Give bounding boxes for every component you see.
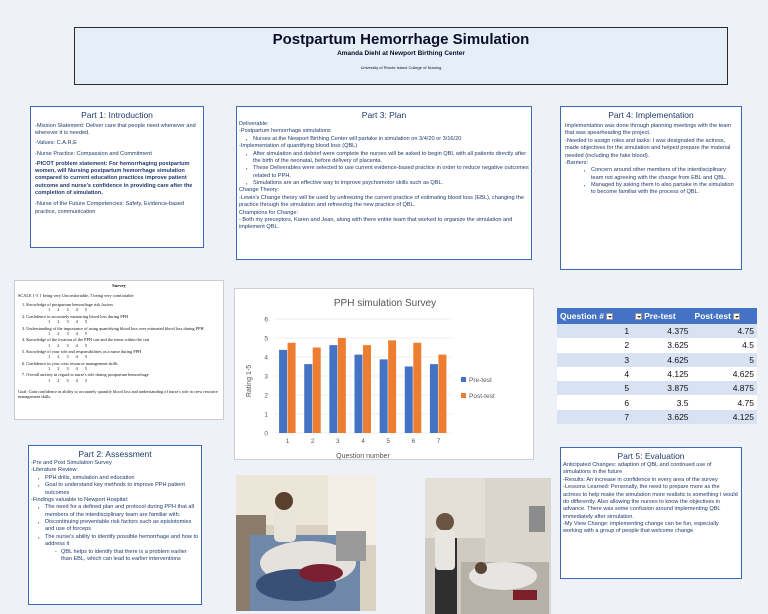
chart-y-tick-label: 6 <box>264 316 268 324</box>
survey-scale: SCALE 1-5 1 being very Uncomfortable, 5 being very comfortable <box>18 292 134 298</box>
part3-line: Champions for Change: <box>239 209 299 216</box>
table-cell: 6 <box>557 395 632 409</box>
survey-scale-numbers: 1 2 3 4 5 <box>48 307 88 313</box>
chart-bar-pre-test <box>380 359 388 433</box>
table-row <box>557 338 757 352</box>
chart-y-tick-label: 0 <box>264 430 268 438</box>
table-cell: 2 <box>557 338 632 352</box>
chart-x-axis-label: Question number <box>336 453 390 460</box>
picot-statement: -PICOT problem statement: For hemorrhaging postpartum women, will Nursing postpartum hemorrhage simulation compared to current education practices improve patient outcome and nurse's confidence in providing care after the completion of simulation. <box>35 160 193 196</box>
part4-line: -Barriers: <box>565 159 588 166</box>
table-row <box>557 410 757 424</box>
table-cell: 3 <box>557 353 632 367</box>
simulation-photo-1 <box>236 475 376 611</box>
chart-y-axis-label: Rating 1-5 <box>246 364 253 398</box>
survey-scale-numbers: 1 2 3 4 5 <box>48 319 88 325</box>
chart-x-tick-label: 1 <box>285 438 290 445</box>
table-cell: 4.375 <box>632 324 691 338</box>
survey-questions <box>18 302 220 383</box>
part4-line: Implementation was done through planning meetings with the team that was spearheading the project. <box>565 123 732 137</box>
legend-label: Pre-test <box>469 377 492 384</box>
survey-question: 4. Knowledge of the location of the PPH cart and the items within the cart <box>22 337 150 343</box>
poster-title: Postpartum Hemorrhage Simulation <box>272 31 530 48</box>
part4-line: ▪ Concern around other members of the interdisciplinary team not agreeing with the change from EBL and QBL. <box>565 167 737 182</box>
table-header-posttest[interactable]: Post-test <box>692 308 757 324</box>
chart-y-tick-label: 3 <box>264 373 268 381</box>
chart-bar-post-test <box>313 348 321 434</box>
chart-bar-pre-test <box>355 355 363 433</box>
chart-bar-post-test <box>438 355 446 433</box>
part5-line: Anticipated Changes: adaption of QBL and continued use of simulations in the future <box>563 462 712 476</box>
chart-y-tick-label: 5 <box>264 335 268 343</box>
chart-bar-post-test <box>413 343 421 433</box>
survey-scale-numbers: 1 2 3 4 5 <box>48 342 88 348</box>
chart-bar-pre-test <box>430 364 438 433</box>
legend-swatch <box>461 393 466 398</box>
table-cell: 4.75 <box>692 324 757 338</box>
chart-y-tick-label: 2 <box>264 392 268 400</box>
part2-text <box>29 460 201 563</box>
chart-x-tick-label: 3 <box>336 438 340 445</box>
part2-title: Part 2: Assessment <box>78 449 152 459</box>
part3-plan-box <box>236 106 532 260</box>
filter-dropdown-icon[interactable] <box>606 313 613 320</box>
chart-bar-pre-test <box>405 367 413 434</box>
table-cell: 3.875 <box>632 381 691 395</box>
table-cell: 5 <box>557 381 632 395</box>
part3-text <box>237 121 531 232</box>
part5-evaluation-box <box>560 447 742 579</box>
part5-line: -Results: An increase in confidence in every area of the survey <box>563 476 718 483</box>
chart-bar-post-test <box>338 338 346 433</box>
chart-x-tick-label: 7 <box>436 438 441 445</box>
part3-line: -Lewin's Change theory will be used by unfreezing the current practice of estimating blood loss (EBL), changing the practice through the simulation and refreezing the new practice of QBL. <box>239 194 524 209</box>
table-cell: 4.125 <box>692 410 757 424</box>
part2-line: ▪ Goal to understand key methods to improve PPH patient outcomes <box>31 482 199 497</box>
chart-bar-post-test <box>288 343 296 433</box>
chart-bar-post-test <box>388 340 396 433</box>
table-cell: 5 <box>692 353 757 367</box>
chart-x-tick-label: 6 <box>411 438 416 445</box>
results-table <box>557 308 757 424</box>
bar-chart-svg <box>235 289 535 461</box>
part1-title: Part 1: Introduction <box>81 110 153 120</box>
survey-question: 6. Confidence in your crew resource management skills <box>22 360 118 366</box>
chart-y-tick-label: 1 <box>264 411 268 419</box>
table-row <box>557 381 757 395</box>
chart-title: PPH simulation Survey <box>333 298 437 309</box>
part3-title: Part 3: Plan <box>361 110 407 120</box>
part4-implementation-box <box>560 106 742 270</box>
part2-line: -Literature Review: <box>31 467 78 474</box>
table-row <box>557 324 757 338</box>
part2-assessment-box <box>28 445 202 605</box>
chart-bar-pre-test <box>329 345 337 433</box>
part4-line: ▪ Managed by asking them to also partake in the simulation to become familiar with the process of QBL. <box>565 182 737 197</box>
survey-scale-numbers: 1 2 3 4 5 <box>48 330 88 336</box>
survey-scale-numbers: 1 2 3 4 5 <box>48 366 88 372</box>
table-cell: 3.625 <box>632 338 691 352</box>
table-cell: 4.625 <box>632 353 691 367</box>
chart-y-tick-label: 4 <box>264 354 268 362</box>
part2-line: ▪ Discontinuing preventable risk factors such as episiotomies and use of forceps <box>31 519 199 534</box>
table-cell: 3.5 <box>632 395 691 409</box>
survey-goal: Goal: Gain confidence in ability to accurately quantify blood loss and understanding of nurse's role in crew resource management skills. <box>18 389 218 400</box>
table-cell: 4.625 <box>692 367 757 381</box>
survey-scale-numbers: 1 2 3 4 5 <box>48 354 88 360</box>
poster-author: Amanda Diehl at Newport Birthing Center <box>337 50 465 57</box>
part2-line: -Pre and Post Simulation Survey <box>31 460 112 466</box>
survey-chart <box>234 288 534 460</box>
part3-line: -Postpartum hemorrhage simulations <box>239 128 331 135</box>
part2-line: ▪ The nurse's ability to identify possible hemorrhage and how to address it <box>31 534 199 549</box>
chart-bar-pre-test <box>304 364 312 433</box>
table-cell: 4.75 <box>692 395 757 409</box>
part3-line: ▪ These Deliverables were selected to use current evidence-based practice in order to reduce negative outcomes related to PPH. <box>239 165 529 180</box>
part2-line: -Findings valuable to Newport Hospital: <box>31 496 129 503</box>
table-cell: 7 <box>557 410 632 424</box>
part5-line: -Lessons Learned: Personally, the need to prepare more as the actress to help make the simulation more realistic is something I would do differently. Also allowing the nurses to know the objectives in advance. There was some confusion around implementing QBL immediately after simulation. <box>563 484 738 520</box>
table-cell: 4.125 <box>632 367 691 381</box>
table-row <box>557 367 757 381</box>
part3-line: ▪ After simulation and debrief were complete the nurses will be asked to begin QBL with all patients directly after the birth of the neonatal, before delivery of placenta. <box>239 151 529 166</box>
nurse-practice-text: -Nurse Practice: Compassion and Commitment <box>35 151 152 158</box>
table-row <box>557 395 757 409</box>
legend-swatch <box>461 377 466 382</box>
table-cell: 3.625 <box>632 410 691 424</box>
survey-question: 2. Confidence in accurately measuring blood loss during PPH <box>22 313 129 319</box>
mission-statement: -Mission Statement: Deliver care that people need whenever and wherever it is needed. <box>35 123 196 137</box>
part2-line: - QBL helps to identify that there is a problem earlier than EBL, which can lead to earlier interventions <box>31 549 199 564</box>
part3-line: Deliverable: <box>239 121 269 127</box>
table-cell: 4.5 <box>692 338 757 352</box>
part5-text <box>561 462 741 536</box>
table-cell: 4 <box>557 367 632 381</box>
survey-title: Survey <box>112 283 126 288</box>
survey-question: 5. Knowledge of your role and responsibilities as a nurse during PPH <box>22 348 142 354</box>
chart-x-tick-label: 4 <box>361 438 365 445</box>
survey-sheet <box>14 280 224 420</box>
part3-line: ▪ Simulations are an effective way to improve psychomotor skills such as QBL. <box>239 180 529 187</box>
part2-line: ▪ The need for a defined plan and protocol during PPH that all members of the interdisciplinary team are familiar with. <box>31 504 199 519</box>
future-competencies: -Nurse of the Future Competencies: Safety, Evidence-based practice, communication <box>35 201 185 215</box>
legend-label: Post-test <box>469 393 495 400</box>
filter-dropdown-icon[interactable] <box>635 313 642 320</box>
survey-scale-numbers: 1 2 3 4 5 <box>48 377 88 383</box>
table-row <box>557 353 757 367</box>
chart-bar-post-test <box>363 345 371 433</box>
chart-x-tick-label: 5 <box>386 438 390 445</box>
part4-title: Part 4: Implementation <box>608 110 694 120</box>
table-cell: 1 <box>557 324 632 338</box>
part3-line: -Implementation of quantifying blood loss (QBL) <box>239 143 358 150</box>
part4-text <box>561 123 741 197</box>
table-header-pretest[interactable]: Pre-test <box>632 308 691 324</box>
part2-line: ▪ PPH drills, simulation and education <box>31 475 199 482</box>
values-text: -Values: C.A.R.E <box>35 139 77 146</box>
chart-x-tick-label: 2 <box>310 438 315 445</box>
survey-question: 3. Understanding of the importance of using quantifying blood loss over estimated blood loss during PPH <box>22 325 204 331</box>
poster-header <box>74 27 728 85</box>
part1-introduction-box <box>30 106 204 248</box>
simulation-photo-2 <box>425 478 551 614</box>
part5-line: -My View Change: implementing change can be fun, especially working with a group of people that welcome change <box>563 521 719 535</box>
part5-title: Part 5: Evaluation <box>617 451 685 461</box>
part3-line: Change Theory: <box>239 187 280 194</box>
table-cell: 4.875 <box>692 381 757 395</box>
survey-question: 1. Knowledge of postpartum hemorrhage risk factors <box>22 302 114 308</box>
chart-bar-pre-test <box>279 350 287 433</box>
part3-line: ▪ Nurses at the Newport Birthing Center will partake in simulation on 3/4/20 or 3/16/20 <box>239 136 529 143</box>
survey-question: 7. Overall anxiety in regard to nurse's role during postpartum hemorrhage <box>22 372 149 378</box>
part4-line: -Needed to assign roles and tasks: I was designated the actress, made objectives for the simulation and helped prepare the material needed (including the fake blood). <box>565 137 731 159</box>
filter-dropdown-icon[interactable] <box>733 313 740 320</box>
table-header-question[interactable]: Question # <box>557 308 632 324</box>
part3-line: - Both my preceptors, Karen and Jean, along with there entire team that worked to organize the simulation and implement QBL. <box>239 216 513 231</box>
poster-affiliation: University of Rhode Island College of Nursing <box>360 65 442 70</box>
